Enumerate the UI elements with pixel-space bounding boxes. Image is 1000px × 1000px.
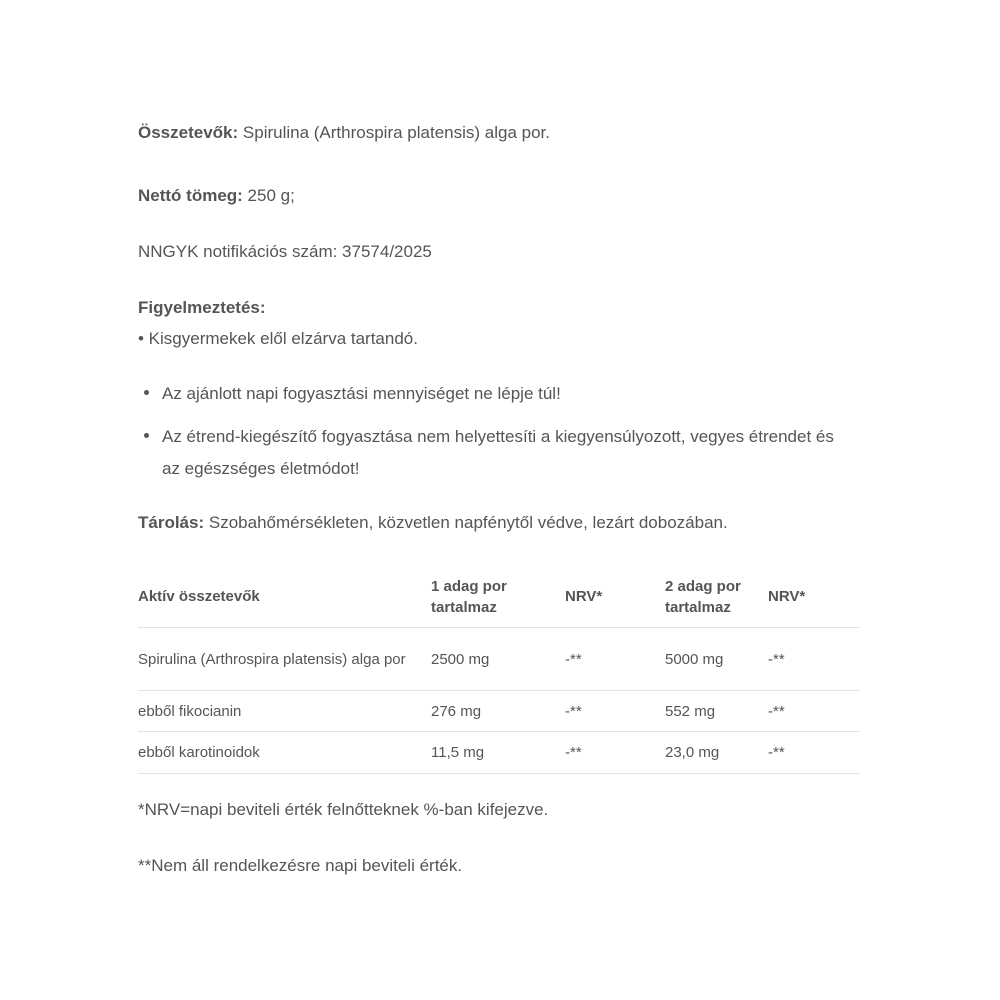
nrv-value: -** xyxy=(565,744,582,761)
header-one-serving: 1 adag por tartalmaz xyxy=(431,577,507,616)
table-row xyxy=(138,628,860,691)
header-nrv-2: NRV* xyxy=(768,588,806,605)
composition-line xyxy=(138,122,550,144)
storage-line xyxy=(138,512,728,534)
list-item xyxy=(162,421,842,485)
composition-label: Összetevők: xyxy=(138,123,239,142)
net-weight-label: Nettó tömeg: xyxy=(138,186,243,205)
ingredient-name: Spirulina (Arthrospira platensis) alga por xyxy=(138,650,406,668)
net-weight-line xyxy=(138,185,295,207)
bullet-icon xyxy=(144,390,149,395)
two-servings-amount: 5000 mg xyxy=(665,650,724,668)
one-serving-amount: 276 mg xyxy=(431,702,482,720)
two-servings-amount: 552 mg xyxy=(665,702,716,720)
ingredient-name: ebből fikocianin xyxy=(138,702,242,720)
one-serving-amount: 2500 mg xyxy=(431,650,490,668)
bullet-icon xyxy=(144,433,149,438)
nrv-value: -** xyxy=(768,744,785,761)
header-nrv-1: NRV* xyxy=(565,588,603,605)
table-row xyxy=(138,732,860,774)
notification-number: NNGYK notifikációs szám: 37574/2025 xyxy=(138,242,432,261)
list-item-text: Az étrend-kiegészítő fogyasztása nem helyettesíti a kiegyensúlyozott, vegyes étrendet és az egészséges életmódot! xyxy=(162,427,834,478)
warning-title: Figyelmeztetés: xyxy=(138,298,266,317)
net-weight-value: 250 g; xyxy=(242,186,295,205)
footnote-no-reference: **Nem áll rendelkezésre napi beviteli érték. xyxy=(138,856,463,875)
table-row xyxy=(138,691,860,732)
nrv-value: -** xyxy=(565,702,582,720)
nrv-value: -** xyxy=(768,702,785,720)
nrv-value: -** xyxy=(768,650,785,668)
two-servings-amount: 23,0 mg xyxy=(665,744,720,761)
header-two-servings: 2 adag por tartalmaz xyxy=(665,577,741,616)
list-item xyxy=(162,378,842,410)
nrv-value: -** xyxy=(565,650,582,668)
one-serving-amount: 11,5 mg xyxy=(431,744,485,761)
ingredient-name: ebből karotinoidok xyxy=(138,744,260,761)
composition-value: Spirulina (Arthrospira platensis) alga por. xyxy=(238,123,550,142)
storage-label: Tárolás: xyxy=(138,513,205,532)
table-header-row xyxy=(138,566,860,628)
header-active-ingredients: Aktív összetevők xyxy=(138,588,260,605)
storage-value: Szobahőmérsékleten, közvetlen napfénytől védve, lezárt dobozában. xyxy=(204,513,728,532)
warning-first-item: • Kisgyermekek elől elzárva tartandó. xyxy=(138,329,418,348)
footnote-nrv: *NRV=napi beviteli érték felnőtteknek %-ban kifejezve. xyxy=(138,800,549,819)
list-item-text: Az ajánlott napi fogyasztási mennyiséget ne lépje túl! xyxy=(162,384,561,403)
